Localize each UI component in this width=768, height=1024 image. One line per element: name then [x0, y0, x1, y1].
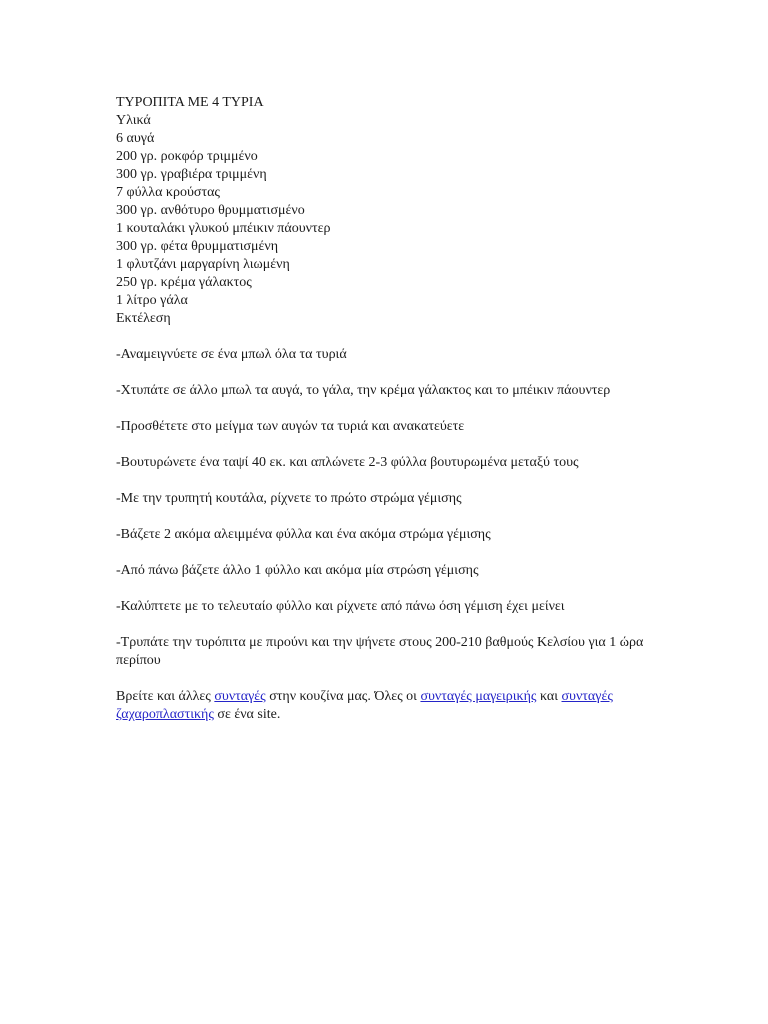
cooking-recipes-link[interactable]: συνταγές μαγειρικής — [420, 689, 537, 704]
ingredient-item: 7 φύλλα κρούστας — [116, 185, 220, 200]
step-item: -Προσθέτετε στο μείγμα των αυγών τα τυριά και ανακατεύετε — [116, 419, 465, 434]
step-item: -Από πάνω βάζετε άλλο 1 φύλλο και ακόμα μία στρώση γέμισης — [116, 563, 479, 578]
steps-heading: Εκτέλεση — [116, 311, 171, 326]
ingredient-item: 200 γρ. ροκφόρ τριμμένο — [116, 149, 258, 164]
footer-text: και — [536, 689, 562, 704]
ingredient-item: 1 κουταλάκι γλυκού μπέικιν πάουντερ — [116, 221, 331, 236]
ingredient-item: 300 γρ. ανθότυρο θρυμματισμένο — [116, 203, 305, 218]
ingredient-item: 1 λίτρο γάλα — [116, 293, 188, 308]
step-item: -Καλύπτετε με το τελευταίο φύλλο και ρίχνετε από πάνω όση γέμιση έχει μείνει — [116, 599, 565, 614]
ingredient-item: 6 αυγά — [116, 131, 155, 146]
ingredient-item: 1 φλυτζάνι μαργαρίνη λιωμένη — [116, 257, 290, 272]
ingredient-item: 250 γρ. κρέμα γάλακτος — [116, 275, 252, 290]
step-item: -Χτυπάτε σε άλλο μπωλ τα αυγά, το γάλα, την κρέμα γάλακτος και το μπέικιν πάουντερ — [116, 383, 611, 398]
step-item: -Τρυπάτε την τυρόπιτα με πιρούνι και την ψήνετε στους 200-210 βαθμούς Κελσίου για 1 ώρα περίπου — [116, 635, 644, 668]
footer-text: Βρείτε και άλλες — [116, 689, 215, 704]
step-item: -Αναμειγνύετε σε ένα μπωλ όλα τα τυριά — [116, 347, 347, 362]
ingredient-item: 300 γρ. φέτα θρυμματισμένη — [116, 239, 279, 254]
recipes-link[interactable]: συνταγές — [214, 689, 266, 704]
step-item: -Με την τρυπητή κουτάλα, ρίχνετε το πρώτο στρώμα γέμισης — [116, 491, 462, 506]
recipe-document — [116, 94, 656, 724]
footer-paragraph — [116, 688, 656, 724]
pastry-recipes-link[interactable]: συνταγές ζαχαροπλαστικής — [116, 689, 613, 722]
step-item: -Βουτυρώνετε ένα ταψί 40 εκ. και απλώνετε 2-3 φύλλα βουτυρωμένα μεταξύ τους — [116, 455, 579, 470]
footer-text: σε ένα site. — [213, 707, 281, 722]
footer-text: στην κουζίνα μας. Όλες οι — [265, 689, 421, 704]
recipe-title: ΤΥΡΟΠΙΤΑ ΜΕ 4 ΤΥΡΙΑ — [116, 95, 264, 110]
ingredient-item: 300 γρ. γραβιέρα τριμμένη — [116, 167, 267, 182]
step-item: -Βάζετε 2 ακόμα αλειμμένα φύλλα και ένα ακόμα στρώμα γέμισης — [116, 527, 491, 542]
ingredients-heading: Υλικά — [116, 113, 151, 128]
